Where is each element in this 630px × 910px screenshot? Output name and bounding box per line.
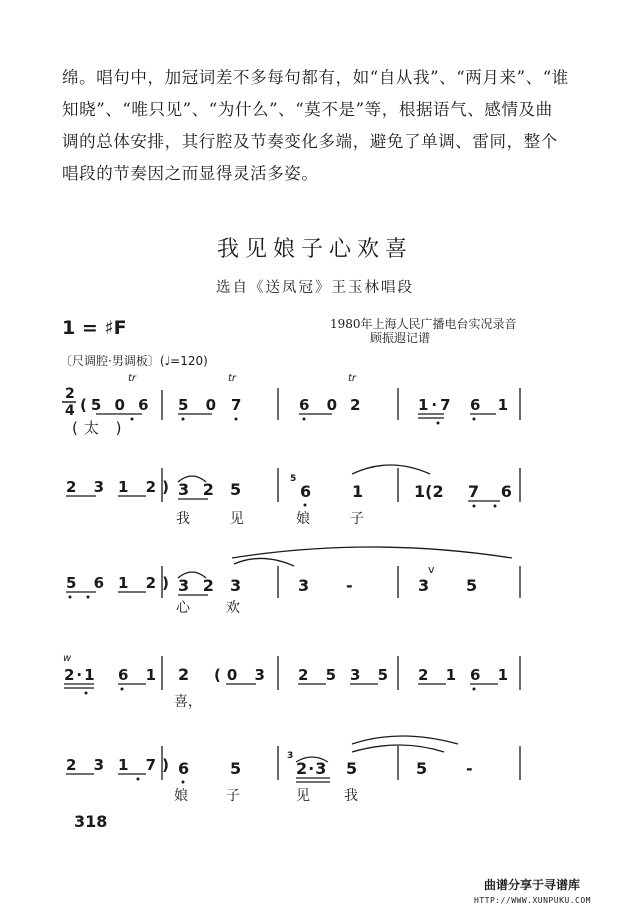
note: 5 (466, 576, 478, 595)
note-group: 2 3 (66, 756, 111, 774)
note-group: 1 2) (118, 478, 175, 496)
time-signature-top: 2 (65, 386, 75, 402)
note-group: 2·3 (296, 759, 328, 778)
score-system-4 (63, 653, 520, 710)
credit-recording: 1980年上海人民广播电台实况录音 (330, 317, 517, 331)
trill-mark: tr (128, 373, 137, 384)
note: 2 (350, 396, 361, 414)
breath-mark: v (428, 563, 435, 576)
lyric: 见 (230, 511, 244, 527)
trill-mark: tr (228, 373, 237, 384)
note: 7 (231, 396, 242, 414)
lyric: 欢 (226, 600, 240, 616)
note: 6 (300, 482, 312, 501)
lyric: 我 (176, 511, 190, 527)
note-group: 5 0 (178, 396, 223, 414)
tempo-marking: 〔尺调腔·男调板〕(♩=120) (60, 354, 208, 368)
dash: - (346, 576, 353, 595)
note: 5 (346, 759, 358, 778)
note-group: 7 6 (468, 482, 520, 501)
note: 2 (178, 665, 190, 684)
lyric: 心 (176, 600, 190, 616)
note-group: 3 5 (350, 666, 395, 684)
note-group: 1(2 (414, 482, 444, 501)
note-group: 2 1 (418, 666, 463, 684)
score-system-3 (66, 547, 520, 616)
grace-note: 5 (290, 474, 297, 484)
lyric: 我 (344, 788, 358, 804)
note: 5 (230, 759, 242, 778)
credit-transcriber: 顾振遐记谱 (370, 331, 431, 345)
note-group: 2 5 (298, 666, 343, 684)
score-system-1 (62, 373, 520, 437)
note-group: (0 3 (214, 666, 271, 684)
note-group: 6 1 (118, 666, 163, 684)
song-source: 选自《送凤冠》王玉林唱段 (216, 280, 414, 296)
dynamic-mark: w (63, 653, 72, 664)
note-group: 6 0 (299, 396, 344, 414)
note-group: 6 1 (470, 396, 515, 414)
lyric: 娘 (174, 788, 188, 804)
score-system-2 (66, 465, 520, 527)
note-group: 2 3 (66, 478, 111, 496)
prose-line: 知晓”、“唯只见”、“为什么”、“莫不是”等，根据语气、感情及曲 (62, 100, 553, 119)
note-group: 2·1 (64, 666, 97, 684)
note-group: 1 2) (118, 574, 175, 592)
note-group: 3 2 (178, 576, 218, 595)
prose-line: 绵。唱句中，加冠词差不多每句都有，如“自从我”、“两月来”、“谁 (62, 68, 569, 87)
note: 5 (416, 759, 428, 778)
lyric: 娘 (296, 511, 310, 527)
prose-line: 调的总体安排，其行腔及节奏变化多端，避免了单调、雷同，整个 (62, 132, 558, 151)
key-signature: 1 = ♯F (62, 317, 127, 339)
note-group: (5 0 6 (80, 396, 153, 414)
note: 6 (178, 759, 190, 778)
prose-line: 唱段的节奏因之而显得灵活多姿。 (62, 164, 319, 183)
note-group: 6 1 (470, 666, 515, 684)
note: 3 (230, 576, 242, 595)
trill-mark: tr (348, 373, 357, 384)
watermark-text: 曲谱分享于寻谱库 (484, 878, 581, 892)
lyric: 子 (350, 511, 364, 527)
note: 3 (298, 576, 310, 595)
watermark-url[interactable]: HTTP://WWW.XUNPUKU.COM (474, 896, 591, 905)
note: 1 (352, 482, 364, 501)
grace-note: 3 (287, 751, 294, 761)
lyric: 喜， (174, 694, 202, 710)
lyric: (太 ) (72, 419, 128, 437)
note-group: 3 2 (178, 480, 218, 499)
note: 3 (418, 576, 430, 595)
song-title: 我见娘子心欢喜 (216, 237, 413, 262)
note-group: 5 6 (66, 574, 111, 592)
dash: - (466, 759, 473, 778)
lyric: 见 (296, 788, 310, 804)
page-number: 318 (74, 812, 108, 831)
note-group: 1 7) (118, 756, 175, 774)
score-system-5 (66, 736, 520, 804)
time-signature-bottom: 4 (65, 403, 75, 419)
lyric: 子 (226, 788, 240, 804)
note-group: 1·7 (418, 396, 454, 414)
note: 5 (230, 480, 242, 499)
